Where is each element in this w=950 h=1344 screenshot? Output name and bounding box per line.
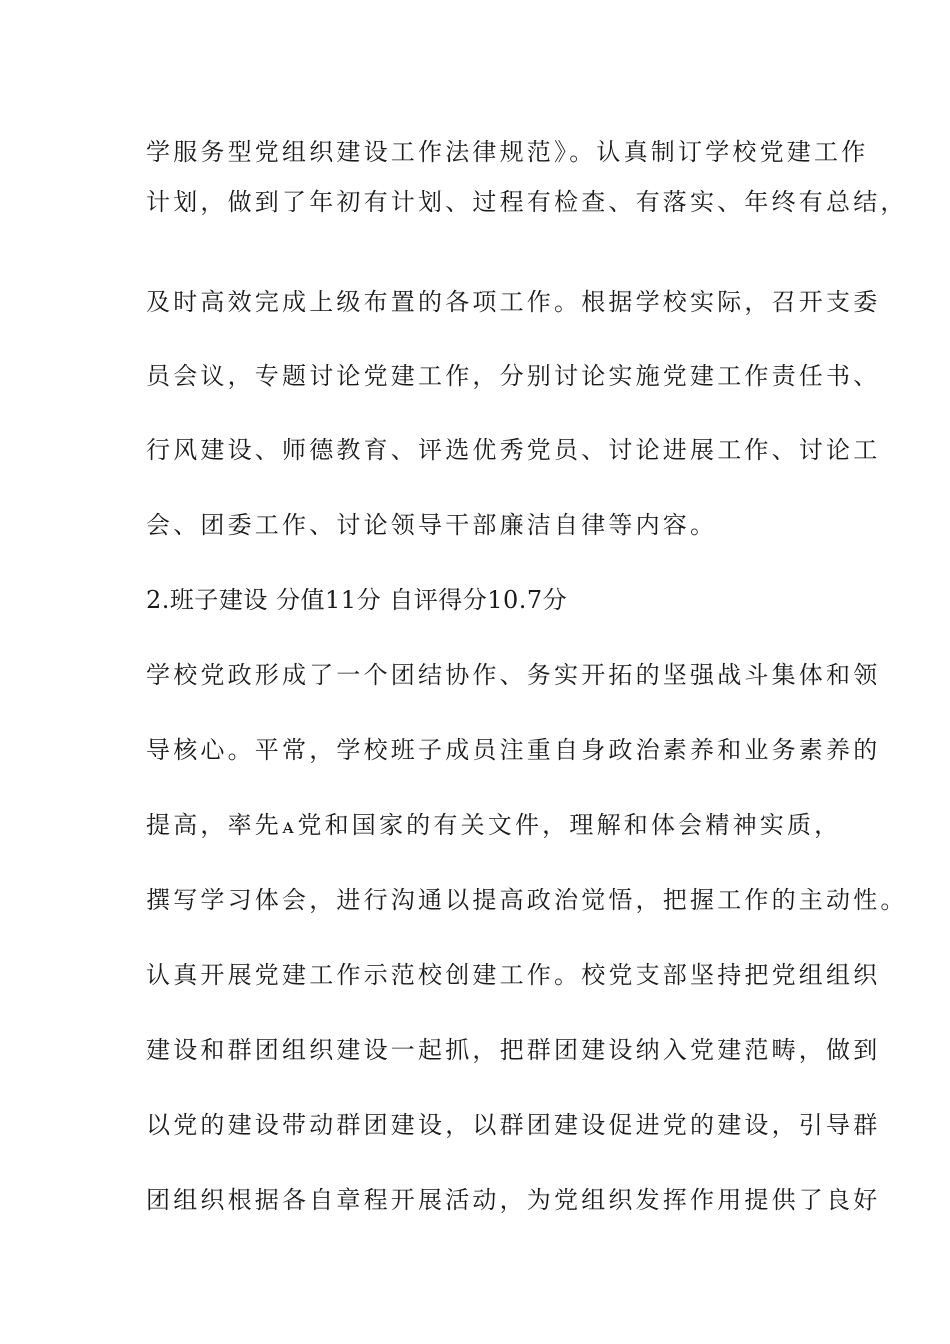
- paragraph-line: 认真开展党建工作示范校创建工作。校党支部坚持把党组组织: [146, 961, 881, 989]
- paragraph-line: 导核心。平常，学校班子成员注重自身政治素养和业务素养的: [146, 736, 881, 764]
- paragraph-line: 撰写学习体会，进行沟通以提高政治觉悟，把握工作的主动性。: [146, 886, 908, 914]
- paragraph-line: 团组织根据各自章程开展活动，为党组织发挥作用提供了良好: [146, 1186, 881, 1214]
- paragraph-line: 提高，率先ꭺ党和国家的有关文件，理解和体会精神实质，: [146, 811, 842, 839]
- paragraph-line: 员会议，专题讨论党建工作，分别讨论实施党建工作责任书、: [146, 362, 881, 390]
- paragraph-line: 建设和群团组织建设一起抓，把群团建设纳入党建范畴，做到: [146, 1036, 881, 1064]
- paragraph-line: 学校党政形成了一个团结协作、务实开拓的坚强战斗集体和领: [146, 661, 881, 689]
- paragraph-line: 行风建设、师德教育、评选优秀党员、讨论进展工作、讨论工: [146, 436, 881, 464]
- paragraph-line: 会、团委工作、讨论领导干部廉洁自律等内容。: [146, 511, 718, 539]
- paragraph-line: 及时高效完成上级布置的各项工作。根据学校实际，召开支委: [146, 288, 881, 316]
- section-heading: 2.班子建设 分值11分 自评得分10.7分: [146, 586, 568, 614]
- paragraph-line: 学服务型党组织建设工作法律规范》。认真制订学校党建工作: [146, 138, 869, 166]
- paragraph-line: 以党的建设带动群团建设，以群团建设促进党的建设，引导群: [146, 1111, 881, 1139]
- paragraph-line: 计划，做到了年初有计划、过程有检查、有落实、年终有总结，: [146, 188, 908, 216]
